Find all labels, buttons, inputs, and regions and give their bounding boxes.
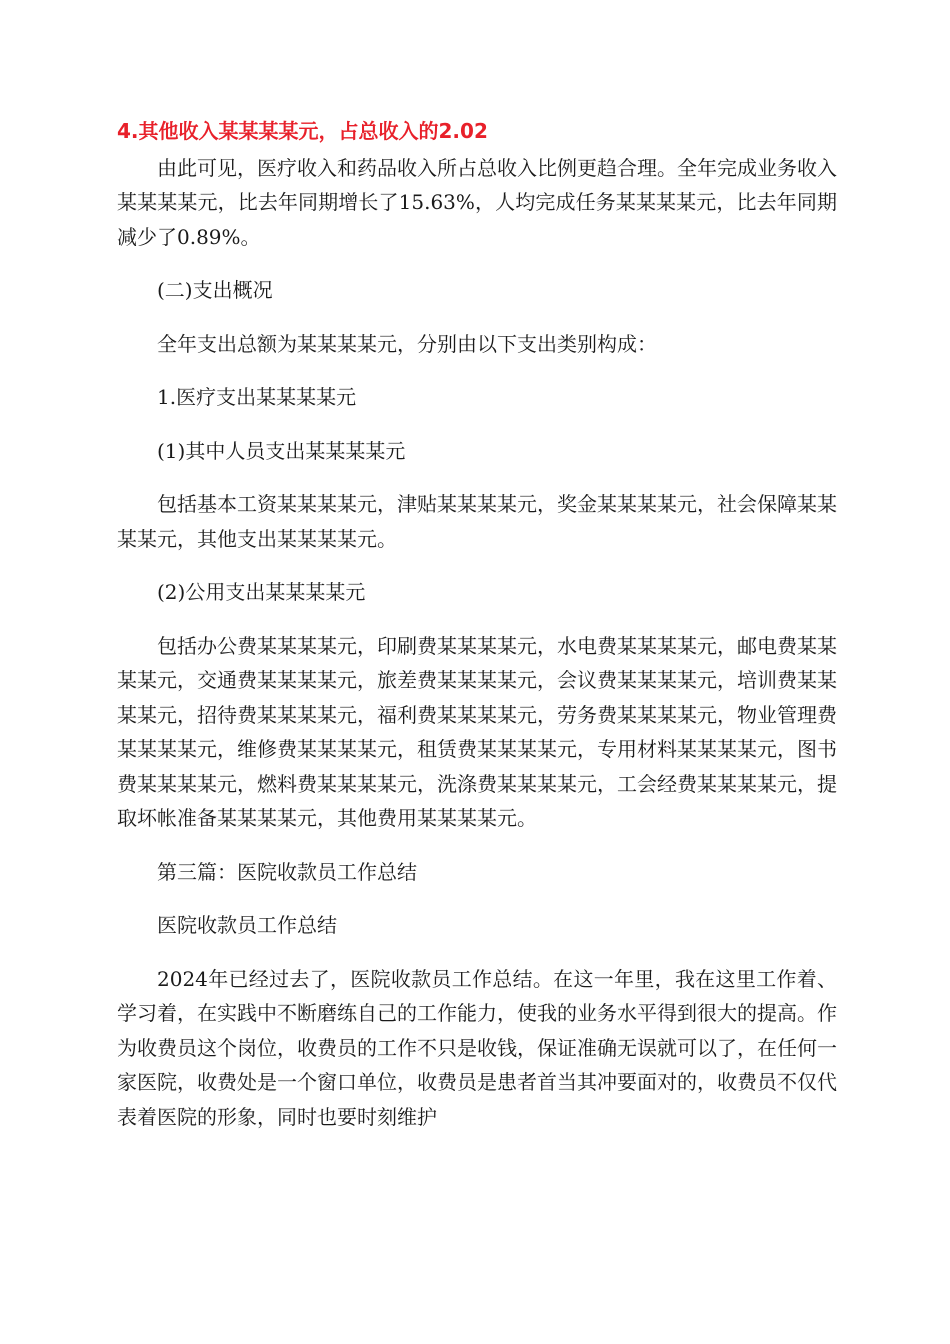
document-body bbox=[117, 114, 837, 1153]
paragraph-work-summary: 2024年已经过去了，医院收款员工作总结。在这一年里，我在这里工作着、学习着，在实践中不断磨练自己的工作能力，使我的业务水平得到很大的提高。作为收费员这个岗位，收费员的工作不只是收钱，保证准确无误就可以了，在任何一家医院，收费处是一个窗口单位，收费员是患者首当其冲要面对的，收费员不仅代表着医院的形象，同时也要时刻维护 bbox=[117, 966, 837, 1129]
item-personnel-expenditure: (1)其中人员支出某某某某元 bbox=[157, 438, 406, 463]
item-public-expenditure: (2)公用支出某某某某元 bbox=[157, 580, 366, 604]
chapter-title: 第三篇：医院收款员工作总结 bbox=[157, 859, 417, 884]
paragraph-income-summary: 由此可见，医疗收入和药品收入所占总收入比例更趋合理。全年完成业务收入某某某某元，比去年同期增长了15.63%，人均完成任务某某某某元，比去年同期减少了0.89%。 bbox=[117, 155, 837, 249]
paragraph-expenditure-total: 全年支出总额为某某某某元，分别由以下支出类别构成： bbox=[157, 331, 657, 356]
paragraph-personnel-details: 包括基本工资某某某某元，津贴某某某某元，奖金某某某某元，社会保障某某某某元，其他支出某某某某元。 bbox=[117, 492, 837, 551]
section-heading: 4.其他收入某某某某元，占总收入的2.02 bbox=[117, 119, 488, 143]
article-title: 医院收款员工作总结 bbox=[157, 913, 337, 937]
paragraph-public-details: 包括办公费某某某某元，印刷费某某某某元，水电费某某某某元，邮电费某某某某元，交通费某某某某元，旅差费某某某某元，会议费某某某某元，培训费某某某某元，招待费某某某某元，福利费某某某某元，劳务费某某某某元，物业管理费某某某某元，维修费某某某某元，租赁费某某某某元，专用材料某某某某元，图书费某某某某元，燃料费某某某某元，洗涤费某某某某元，工会经费某某某某元，提取坏帐准备某某某某元，其他费用某某某某元。 bbox=[117, 633, 837, 830]
subheading-expenditure-overview: (二)支出概况 bbox=[157, 278, 273, 302]
item-medical-expenditure: 1.医疗支出某某某某元 bbox=[157, 385, 357, 409]
